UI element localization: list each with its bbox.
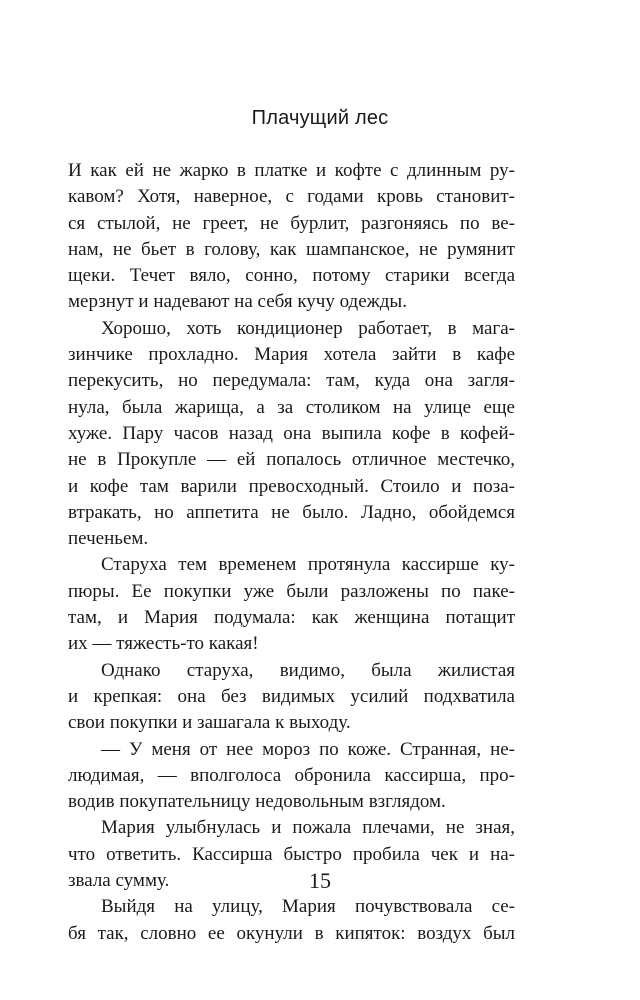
text-line: бя так, словно ее окунули в кипяток: воздух был bbox=[68, 922, 515, 944]
text-line: зинчике прохладно. Мария хотела зайти в кафе bbox=[68, 344, 515, 366]
body-text bbox=[68, 158, 515, 947]
text-line: нула, была жарища, а за столиком на улице еще bbox=[68, 396, 515, 418]
text-line: втракать, но аппетита не было. Ладно, обойдемся bbox=[68, 501, 515, 523]
text-line: Однако старуха, видимо, была жилистая bbox=[101, 659, 515, 681]
text-line: — У меня от нее мороз по коже. Странная, не- bbox=[101, 738, 515, 760]
text-line: что ответить. Кассирша быстро пробила чек и на- bbox=[68, 843, 515, 865]
page-number: 15 bbox=[309, 868, 331, 893]
text-line: их — тяжесть-то какая! bbox=[68, 633, 259, 655]
text-line: не в Прокупле — ей попалось отличное местечко, bbox=[68, 449, 515, 471]
text-line: Выйдя на улицу, Мария почувствовала се- bbox=[101, 896, 515, 918]
text-line: ся стылой, не греет, не бурлит, разгоняясь по ве- bbox=[68, 212, 515, 234]
text-line: Мария улыбнулась и пожала плечами, не зная, bbox=[101, 817, 515, 839]
text-line: перекусить, но передумала: там, куда она загля- bbox=[68, 370, 515, 392]
text-line: свои покупки и зашагала к выходу. bbox=[68, 712, 351, 734]
text-line: Старуха тем временем протянула кассирше ку- bbox=[101, 554, 515, 576]
text-line: кавом? Хотя, наверное, с годами кровь становит- bbox=[68, 186, 515, 208]
text-line: звала сумму. bbox=[68, 870, 170, 892]
text-line: водив покупательницу недовольным взглядом. bbox=[68, 791, 446, 813]
text-line: хуже. Пару часов назад она выпила кофе в кофей- bbox=[68, 422, 515, 444]
text-line: щеки. Течет вяло, сонно, потому старики всегда bbox=[68, 265, 515, 287]
text-line: Хорошо, хоть кондиционер работает, в мага- bbox=[101, 317, 515, 339]
text-line: И как ей не жарко в платке и кофте с длинным ру- bbox=[68, 160, 515, 181]
text-line: нам, не бьет в голову, как шампанское, не румянит bbox=[68, 238, 515, 260]
text-line: и крепкая: она без видимых усилий подхватила bbox=[68, 685, 515, 707]
text-line: там, и Мария подумала: как женщина потащит bbox=[68, 607, 515, 629]
text-line: пюры. Ее покупки уже были разложены по паке- bbox=[68, 580, 515, 602]
text-line: мерзнут и надевают на себя кучу одежды. bbox=[68, 291, 407, 313]
running-head: Плачущий лес bbox=[251, 107, 389, 129]
text-line: и кофе там варили превосходный. Стоило и поза- bbox=[68, 475, 515, 497]
text-line: людимая, — вполголоса обронила кассирша, про- bbox=[68, 764, 515, 786]
text-line: печеньем. bbox=[68, 528, 149, 550]
